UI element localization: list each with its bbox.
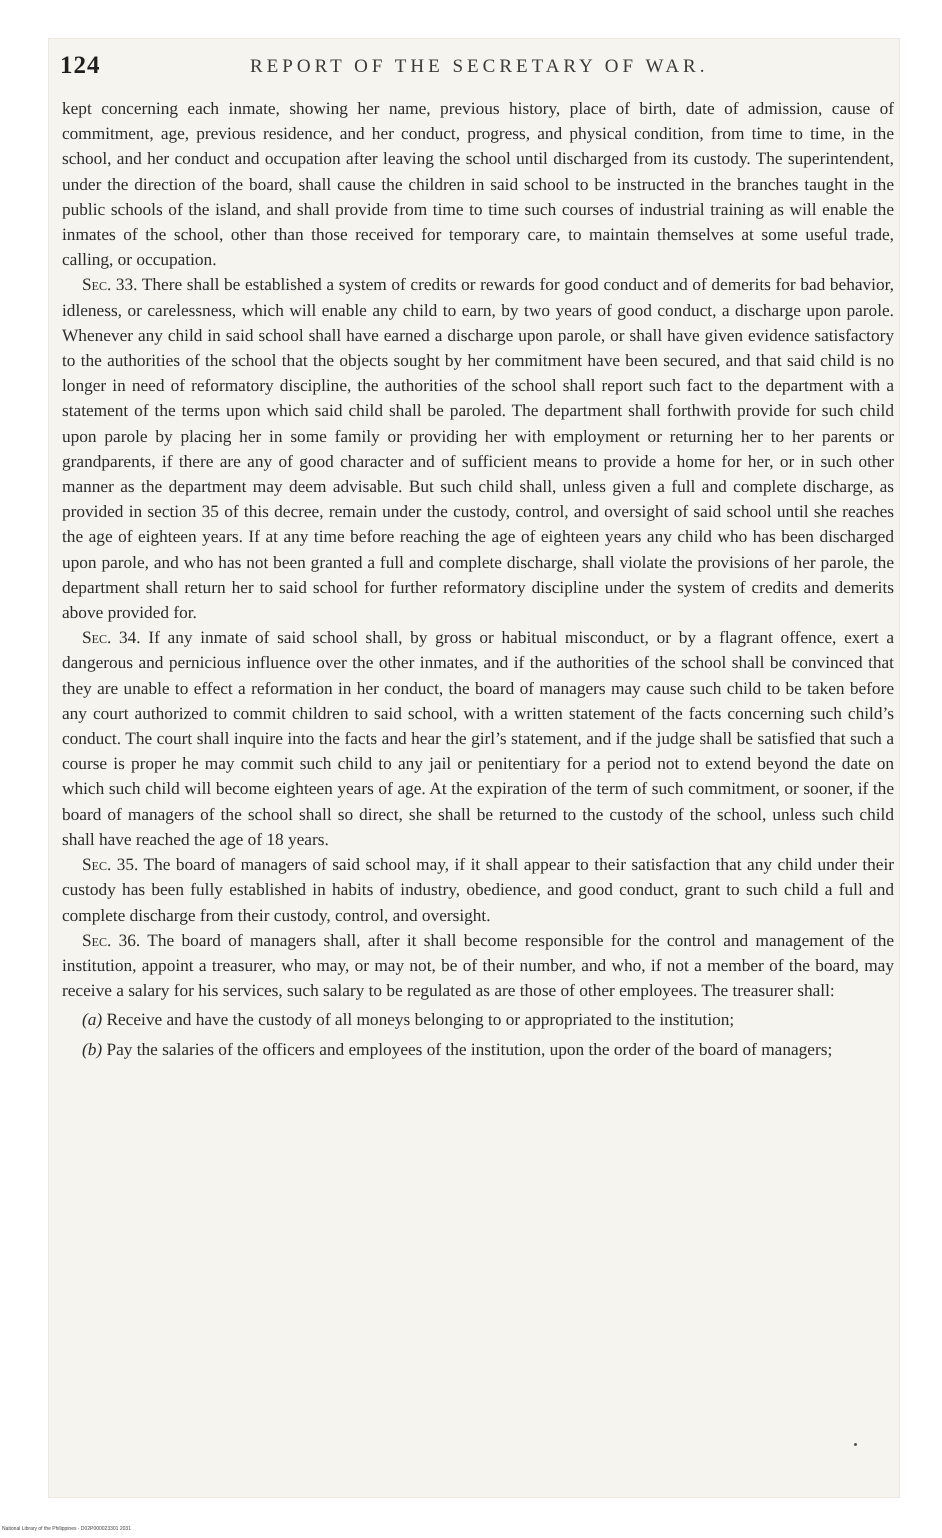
running-head: REPORT OF THE SECRETARY OF WAR.: [250, 56, 709, 77]
paragraph-continuation: [62, 96, 894, 272]
section-text: If any inmate of said school shall, by gross or habitual misconduct, or by a flagrant offence, exert a dangerous and pernicious influence over the other inmates, and if the authorities of the school shall be convinced that they are unable to effect a reformation in her conduct, the board of managers may cause such child to be taken before any court authorized to commit children to said school, with a written statement of the facts concerning such child’s conduct. The court shall inquire into the facts and hear the girl’s statement, and if the judge shall be satisfied that such a course is proper he may commit such child to any jail or penitentiary for a period not to extend beyond the date on which such child will become eighteen years of age. At the expiration of the term of such commitment, or sooner, if the board of managers of the school shall so direct, she shall be returned to the custody of the school, unless such child shall have reached the age of 18 years.: [62, 628, 895, 849]
section-35: [62, 852, 894, 928]
section-label: Sec. 35.: [82, 855, 139, 875]
section-label: Sec. 36.: [82, 930, 141, 950]
clause-text: Pay the salaries of the officers and employees of the institution, upon the order of the board of managers;: [106, 1039, 833, 1059]
section-text: The board of managers shall, after it shall become responsible for the control and management of the institution, appoint a treasurer, who may, or may not, be of their number, and who, if not a member of the board, may receive a salary for his services, such salary to be regulated as are those of other employees. The treasurer shall:: [62, 930, 895, 1001]
section-34: [62, 625, 894, 852]
section-text: The board of managers of said school may, if it shall appear to their satisfaction that any child under their custody has been fully established in habits of industry, obedience, and good conduct, grant to such child a full and complete discharge from their custody, control, and oversight.: [62, 855, 895, 925]
clause-label: (a): [82, 1010, 103, 1030]
section-label: Sec. 34.: [82, 628, 141, 648]
clause-b: [62, 1037, 894, 1062]
paragraph-text: kept concerning each inmate, showing her name, previous history, place of birth, date of admission, cause of commitment, age, previous residence, and her conduct, progress, and physical condition, from time to time, in the school, and her conduct and occupation after leaving the school until discharged from its custody. The superintendent, under the direction of the board, shall cause the children in said school to be instructed in the branches taught in the public schools of the island, and shall provide from time to time such courses of industrial training as will enable the inmates of the school, other than those received for temporary care, to maintain themselves at some useful trade, calling, or occupation.: [62, 99, 894, 270]
clause-text: Receive and have the custody of all moneys belonging to or appropriated to the institution;: [106, 1010, 735, 1030]
clause-a: [62, 1007, 894, 1032]
body-text: [62, 96, 894, 1062]
clause-label: (b): [82, 1039, 103, 1059]
section-36: [62, 928, 894, 1004]
document-page: [48, 38, 900, 1498]
page-number: 124: [60, 52, 101, 79]
scan-credit: National Library of the Philippines · D02P000023301 2031: [2, 1526, 131, 1532]
section-label: Sec. 33.: [82, 275, 138, 295]
page-header: [60, 52, 890, 92]
section-33: [62, 272, 894, 625]
scan-footer: [0, 1520, 942, 1538]
section-text: There shall be established a system of credits or rewards for good conduct and of demerits for bad behavior, idleness, or carelessness, which will enable any child to earn, by two years of good conduct, a discharge upon parole. Whenever any child in said school shall have earned a discharge upon parole, or shall have given evidence satisfactory to the authorities of the school that the objects sought by her commitment have been secured, and that said child is no longer in need of reformatory discipline, the authorities of the school shall report such fact to the department with a statement of the terms upon which said child shall be paroled. The department shall forthwith provide for such child upon parole by placing her in some family or providing her with employment or returning her to her parents or grandparents, if there are any of good character and of sufficient means to provide a home for her, or in such other manner as the department may deem advisable. But such child shall, unless given a full and complete discharge, as provided in section 35 of this decree, remain under the custody, control, and oversight of said school until she reaches the age of eighteen years. If at any time before reaching the age of eighteen years any child who has been discharged upon parole, and who has not been granted a full and complete discharge, shall violate the provisions of her parole, the department shall return her to said school for further reformatory discipline under the system of credits and demerits above provided for.: [62, 275, 895, 623]
ink-speck: [854, 1443, 857, 1446]
